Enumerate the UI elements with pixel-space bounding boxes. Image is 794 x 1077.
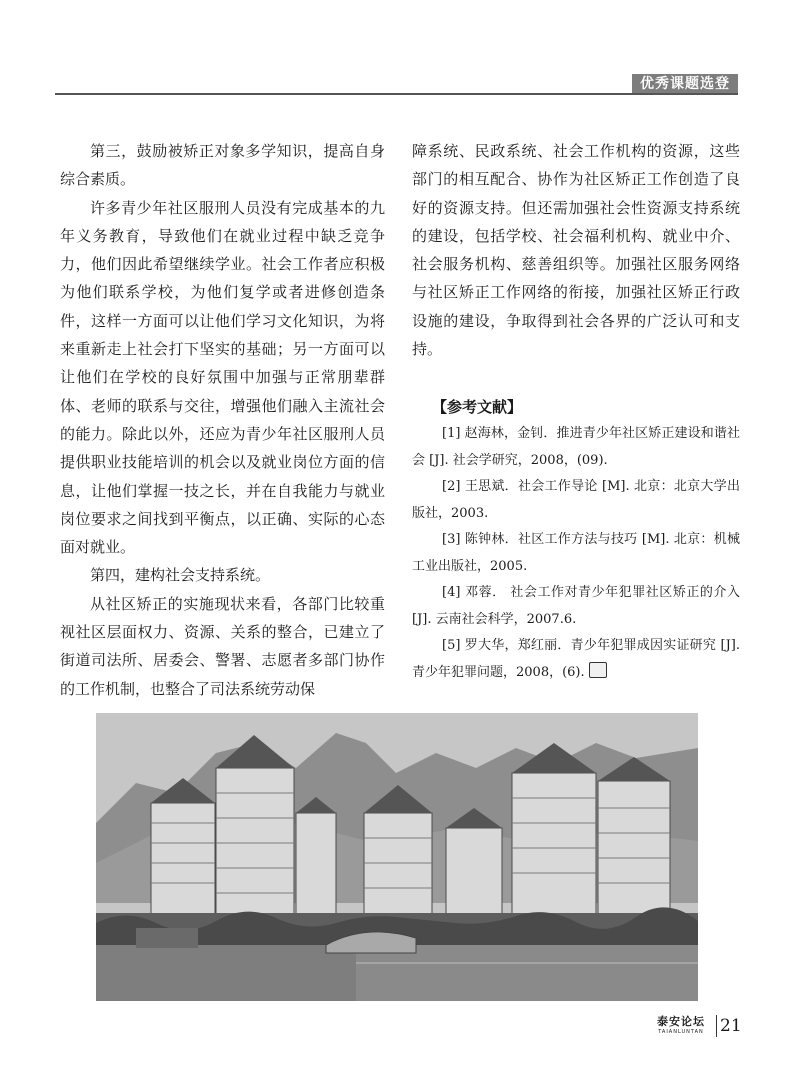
paragraph: 障系统、民政系统、社会工作机构的资源，这些部门的相互配合、协作为社区矫正工作创造了良好的资源支持。但还需加强社会性资源支持系统的建设，包括学校、社会福利机构、就业中介、社会服务机构、慈善组织等。加强社区服务网络与社区矫正工作网络的衔接，加强社区矫正行政设施的建设，争取得到社会各界的广泛认可和支持。 <box>412 142 740 359</box>
left-column <box>60 137 385 703</box>
reference-item: [3] 陈钟林．社区工作方法与技巧 [M]. 北京：机械工业出版社，2005. <box>412 532 740 574</box>
paragraph: 许多青少年社区服刑人员没有完成基本的九年义务教育，导致他们在就业过程中缺乏竞争力，他们因此希望继续学业。社会工作者应积极为他们联系学校，为他们复学或者进修创造条件，这样一方面可以让他们学习文化知识，为将来重新走上社会打下坚实的基础；另一方面可以让他们在学校的良好氛围中加强与正常朋辈群体、老师的联系与交往，增强他们融入主流社会的能力。除此以外，还应为青少年社区服刑人员提供职业技能培训的机会以及就业岗位方面的信息，让他们掌握一技之长，并在自我能力与就业岗位要求之间找到平衡点，以正确、实际的心态面对就业。 <box>60 198 385 557</box>
brand-pinyin: TAIANLUNTAN <box>658 1029 704 1035</box>
end-mark-icon <box>589 662 607 678</box>
reference-item: [2] 王思斌．社会工作导论 [M]. 北京：北京大学出版社，2003. <box>412 479 740 521</box>
footer-brand <box>648 1015 714 1036</box>
references-title: 【参考文献】 <box>432 398 523 417</box>
reference-item: [1] 赵海林，金钊．推进青少年社区矫正建设和谐社会 [J]. 社会学研究，2008，(09). <box>412 426 740 468</box>
right-column <box>412 137 740 686</box>
paragraph: 第三，鼓励被矫正对象多学知识，提高自身综合素质。 <box>60 142 385 189</box>
page-number: 21 <box>720 1016 742 1036</box>
reference-item <box>412 633 740 686</box>
paragraph: 从社区矫正的实施现状来看，各部门比较重视社区层面权力、资源、关系的整合，已建立了街道司法所、居委会、警署、志愿者多部门协作的工作机制，也整合了司法系统劳动保 <box>60 594 385 698</box>
header-rule <box>55 93 738 95</box>
brand-name: 泰安论坛 <box>657 1015 705 1028</box>
footer-divider <box>716 1015 717 1037</box>
reference-text: [5] 罗大华，郑红丽．青少年犯罪成因实证研究 [J]. 青少年犯罪问题，2008，(6). <box>412 638 740 680</box>
reference-item: [4] 邓蓉． 社会工作对青少年犯罪社区矫正的介入 [J]. 云南社会科学，2007.6. <box>412 585 740 627</box>
section-label: 优秀课题选登 <box>632 74 738 94</box>
photo-illustration <box>96 713 698 1001</box>
paragraph: 第四，建构社会支持系统。 <box>90 566 271 585</box>
photo-residential-towers <box>96 713 698 1001</box>
